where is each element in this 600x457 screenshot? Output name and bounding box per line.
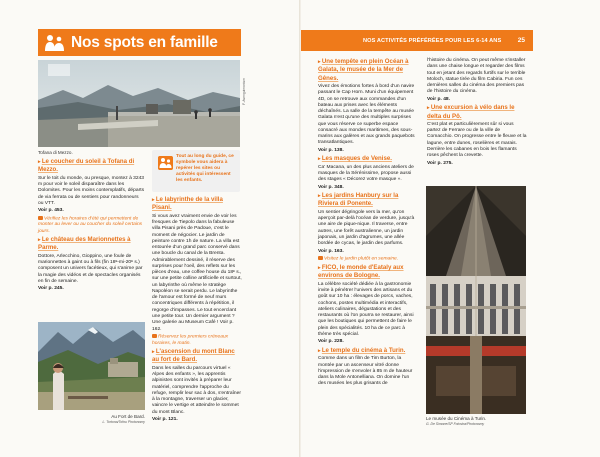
entry-body: Un sentier dégringole vers la mer, qu'on aperçoit par-delà l'océan de verdure, jusqu'à une aire de pique-nique. Il traverse, entre autres, une forêt australienne, un jardin japonais, un jardin d'agrumes, une allée bordée de cycas, le jardin des parfums. [318,209,415,247]
entry-title: Les masques de Venise. [321,155,392,163]
entry-title: FICO, le monde d'Eataly aux environs de Bologne. [318,264,404,280]
entry-ref: Voir p. 48. [427,96,451,102]
page-number: 25 [517,37,525,44]
entry-title: Le château des Marionnettes à Parme. [38,236,131,252]
cinema-museum-photo [426,186,526,414]
entry-ref: Voir p. 348. [318,184,344,190]
entry-ref: Voir p. 245. [38,286,64,292]
entry-body: Comme dans un film de Tim Burton, la montée par un ascenseur vitré donne l'impression de s'envoler à 85 m de hauteur dans la Mole Antonelliana. On domine l'un des musées les plus grisants de [318,356,413,387]
entry-tip: Réservez les premiers créneaux horaires, le matin. [152,334,229,346]
entry-body: Dottore, Arlecchino, Gioppino, une foule de marionnettes à gaint ou à fils (fin 18ᵉ-mi-20ᵉ s.) composent un univers facétieux, qui s'anime par la magie des vidéos et de spectacles organisés en fin de semaine. [38,253,143,284]
entry-body: Sur le toit du monde, ou presque, montez à 3243 m pour voir le soleil disparaître dans les Dolomites. Pour les moins contemplatifs, départs de via ferrata ou de sentiers pour randonneurs ou VTT. [38,175,145,206]
entry-title: L'ascension du mont Blanc au fort de Bard. [152,348,235,364]
right-column-1: ▸ Une tempête en plein Océan à Galata, le musée de la Mer de Gênes. Vivez des émotions fortes à bord d'un navire passant le Cap Horn. Muni d'un équipement 4D, on se retrouve aux commandes d'un bateau aux prises avec les éléments déchaînés. La salle de la tempête au musée Galata n'est qu'une des multiples surprises que vous réserve ce superbe espace consacré aux mondes maritimes, des sous-marins aux galères et aux grands paquebots transatlantiques. Voir p. 138. ▸ Les masques de Venise. Ca' Macana, un des plus anciens ateliers de masques de la Sérénissime, propose aussi des stages « Décorez votre masque ». Voir p. 348. ▸ Les jardins Hanbury sur la Riviera di Ponente. Un sentier dégringole vers la mer, qu'on aperçoit par-delà l'océan de verdure, jusqu'à une aire de pique-nique. Il traverse, entre autres, une forêt australienne, un jardin japonais, un jardin d'agrumes, une allée bordée de cycas, le jardin des parfums. Voir p. 163. Visitez le jardin plutôt en semaine. ▸ FICO, le monde d'Eataly aux environs de Bologne. La célèbre société dédiée à la gastronomie invite à pénétrer l'univers des artisans et du goût sur 10 ha : élevages de porcs, vaches, cochons, postes multimédia et interactifs, ateliers culinaires, dégustations et des restaurants où l'on pourra se restaurer, ainsi que les boutiques qui permettent de faire le plein des spécialités. 10 ha de ce parc à thème très spécial. Voir p. 228. ▸ Le temple du cinéma à Turin. Comme dans un film de Tim Burton, la montée par un ascenseur vitré donne l'impression de s'envoler à 85 m de hauteur dans la Mole Antonelliana. On domine l'un des musées les plus grisants de [318,58,418,389]
left-column-2: ▸ Le labyrinthe de la villa Pisani. Si vous avez vraiment envie de voir les fresques de Tiepolo dans la fabuleuse villa Pisani près de Padoue, c'est le moment de négocier. Le jardin de peinture contre 1h de nature. La villa est entourée d'un grand parc conservé dans une boucle du canal de la Brenta. Admirablement dessiné, il réserve des surprises pour l'oeil, des reflets sur les pièces d'eau, une coffee house du 18ᵉ s., sur une petite colline artificielle et surtout, un labyrinthe où même le stratège Napoléon se serait perdu. Le labyrinthe de l'amour est formé de neuf murs concentriques différents à répétition, il regorge d'impasses. Le tout encerclant une petite tour. Un dernier argument ? Une galerie au Museum Café ! Voir p. 162. Réservez les premiers créneaux horaires, le matin. ▸ L'ascension du mont Blanc au fort de Bard. Dans les salles du parcours virtuel « Alpes des enfants », les apprentis alpinistes sont invités à préparer leur matériel, comprendre l'approche du refuge, remplir leur sac à dos, s'entraîner à la montagne, traverser un glacier, vaincre le vertige et atteindre le sommet du mont Blanc. Voir p. 121. [152,196,242,423]
entry-ref: Voir p. 138. [318,147,344,153]
entry-ref: Voir p. 163. [318,248,344,254]
tofana-photo [38,60,240,147]
photo-caption [88,414,145,424]
tip-icon [38,216,43,220]
entry-title: Le coucher du soleil à Tofana di Mezzo. [38,158,135,174]
family-icon [158,156,173,170]
entry-title: Une excursion à vélo dans le delta du Pô. [427,104,515,120]
caption-text: Le musée du Cinéma à Turin. [426,416,487,421]
tip-icon [318,256,323,260]
right-column-2: l'histoire du cinéma. On peut même s'installer dans une chaise longue et regarder des films tout en jetant des regards furtifs sur le terrible Moloch, statue tirée du film Cabiria. Fun ces dernières salles du cinéma des premiers pas de l'histoire du cinéma. Voir p. 48. ▸ Une excursion à vélo dans le delta du Pô. C'est plat et particulièrement sûr si vous partez de Ferrare ou de la ville de Comacchio. On progresse entre le fleuve et la lagune, entre dunes, roselières et marais. Derrière les cabanes en bois les flamants roses pêchent la crevette. Voir p. 275. [427,58,527,166]
tip-icon [152,334,157,338]
entry-ref: Voir p. 453. [38,208,64,214]
right-banner [301,30,533,51]
page-title: Nos spots en famille [71,33,218,51]
entry-body: Vivez des émotions fortes à bord d'un navire passant le Cap Horn. Muni d'un équipement 4D, on se retrouve aux commandes d'un bateau aux prises avec les éléments déchaînés. La salle de la tempête au musée Galata n'est qu'une des multiples surprises que vous réserve ce superbe espace consacré aux mondes maritimes, des sous-marins aux galères et aux grands paquebots transatlantiques. [318,83,415,146]
left-banner [38,29,241,56]
fort-bard-photo [38,322,145,410]
entry-tip: Vérifiez les horaires d'été qui permettent de monter au lever ou au coucher du soleil certains jours. [38,216,143,234]
entry-title: Une tempête en plein Océan à Galata, le musée de la Mer de Gênes. [318,58,409,82]
mountain-terrace-image [38,60,240,147]
family-icon [44,34,66,52]
caption-text: Au Fort de Bard. [111,414,145,419]
photo-caption: Tofana di Mezzo. [38,150,73,155]
photo-caption [426,416,526,426]
entry-body: La célèbre société dédiée à la gastronomie invite à pénétrer l'univers des artisans et du goût sur 10 ha : élevages de porcs, vaches, cochons, postes multimédia et interactifs, ateliers culinaires, dégustations et des restaurants où l'on pourra se restaurer, ainsi que les boutiques qui permettent de faire le plein des spécialités. 10 ha de ce parc à thème très spécial. [318,281,414,337]
entry-body: Dans les salles du parcours virtuel « Alpes des enfants », les apprentis alpinistes sont invités à préparer leur matériel, comprendre l'approche du refuge, remplir leur sac à dos, s'entraîner à la montagne, traverser un glacier, vaincre le vertige et atteindre le sommet du mont Blanc. [152,365,242,415]
entry-body: C'est plat et particulièrement sûr si vous partez de Ferrare ou de la ville de Comacchio. On progresse entre le fleuve et la lagune, entre dunes, roselières et marais. Derrière les cabanes en bois les flamants roses pêchent la crevette. [427,121,527,159]
entry-body: Si vous avez vraiment envie de voir les fresques de Tiepolo dans la fabuleuse villa Pisani près de Padoue, c'est le moment de négocier. Le jardin de peinture contre 1h de nature. La villa est entourée d'un grand parc conservé dans une boucle du canal de la Brenta. Admirablement dessiné, il réserve des surprises pour l'oeil, des reflets sur les pièces d'eau, une coffee house du 18ᵉ s., sur une petite colline artificielle et surtout, un labyrinthe où même le stratège Napoléon se serait perdu. Le labyrinthe de l'amour est formé de neuf murs concentriques différents à répétition, il regorge d'impasses. Le tout encerclant une petite tour. Un dernier argument ? Une galerie au Museum Café ! Voir p. 162. [152,213,242,332]
entry-ref: Voir p. 275. [427,160,453,166]
entry-body: Ca' Macana, un des plus anciens ateliers de masques de la Sérénissime, propose aussi des stages « Décorez votre masque ». [318,164,414,183]
left-column-1: ▸ Le coucher du soleil à Tofana di Mezzo. Sur le toit du monde, ou presque, montez à 3243 m pour voir le soleil disparaître dans les Dolomites. Pour les moins contemplatifs, départs de via ferrata ou de sentiers pour randonneurs ou VTT. Voir p. 453. Vérifiez les horaires d'été qui permettent de monter au lever ou au coucher du soleil certains jours. ▸ Le château des Marionnettes à Parme. Dottore, Arlecchino, Gioppino, une foule de marionnettes à gaint ou à fils (fin 18ᵉ-mi-20ᵉ s.) composent un univers facétieux, qui s'anime par la magie des vidéos et de spectacles organisés en fin de semaine. Voir p. 245. [38,158,145,292]
entry-body: l'histoire du cinéma. On peut même s'installer dans une chaise longue et regarder des films tout en jetant des regards furtifs sur le terrible Moloch, statue tirée du film Cabiria. Fun ces dernières salles du cinéma des premiers pas de l'histoire du cinéma. [427,58,526,95]
running-title: NOS ACTIVITÉS PRÉFÉRÉES POUR LES 6-14 ANS [363,37,502,44]
alpine-valley-image [38,322,145,410]
entry-ref: Voir p. 228. [318,339,344,345]
photo-credit: L. Tortona/Tofnu Photonomy [102,419,145,424]
mole-antonelliana-interior-image [426,186,526,414]
entry-title: Les jardins Hanbury sur la Riviera di Ponente. [318,192,399,208]
entry-title: Le labyrinthe de la villa Pisani. [152,196,223,212]
kids-symbol-callout [152,150,240,192]
entry-ref: Voir p. 121. [152,417,178,423]
gutter [299,0,301,457]
entry-tip: Visitez le jardin plutôt en semaine. [324,256,399,262]
callout-text: Tout au long du guide, ce symbole vous aidera à repérer les sites ou activités qui intéressent les enfants. [176,154,234,183]
photo-credit: G. De Simone/SP Fotostra/Photonomy [426,421,485,426]
entry-title: Le temple du cinéma à Turin. [321,346,406,354]
photo-credit: F. Avenguimonium [242,78,246,105]
